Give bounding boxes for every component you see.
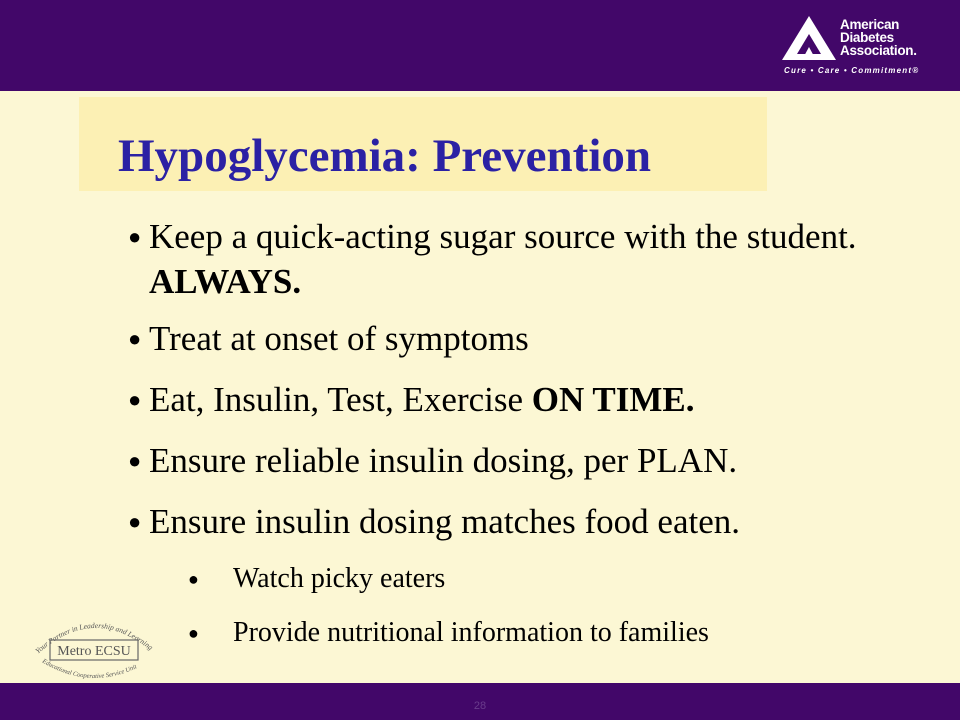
sub-bullet-dot-icon bbox=[188, 560, 199, 598]
sub-bullet-text: Watch picky eaters bbox=[233, 563, 446, 594]
bullet-text: Ensure insulin dosing matches food eaten. bbox=[149, 502, 740, 541]
bullet-text: Ensure reliable insulin dosing, per PLAN. bbox=[149, 441, 738, 480]
ada-triangle-icon bbox=[782, 16, 840, 62]
page-number: 28 bbox=[473, 700, 487, 712]
bullet-item bbox=[128, 214, 928, 304]
bullet-item bbox=[128, 499, 928, 544]
sub-bullet-text: Provide nutritional information to families bbox=[233, 617, 709, 648]
bullet-dot-icon bbox=[128, 438, 141, 483]
bullet-dot-icon bbox=[128, 316, 141, 361]
bullet-emphasis: ON TIME. bbox=[531, 380, 695, 419]
org-line-1: American bbox=[840, 17, 900, 32]
ecsu-bottom-text: Educational Cooperative Service Unit bbox=[41, 657, 138, 681]
svg-text:Educational Cooperative Servic bbox=[40, 657, 138, 680]
header-bar bbox=[0, 0, 960, 91]
slide-title: Hypoglycemia: Prevention bbox=[118, 130, 652, 182]
bullet-text: Keep a quick-acting sugar source with the student. bbox=[149, 217, 857, 256]
ecsu-ring-text: Your Partner in Leadership and Learning bbox=[33, 620, 155, 656]
ecsu-name: Metro ECSU bbox=[57, 644, 131, 659]
bullet-item bbox=[128, 316, 928, 361]
bullet-dot-icon bbox=[128, 377, 141, 422]
ada-org-name bbox=[840, 18, 917, 57]
org-line-3: Association. bbox=[840, 43, 917, 58]
sub-bullet-dot-icon bbox=[188, 614, 199, 652]
metro-ecsu-logo bbox=[28, 610, 158, 684]
bullet-dot-icon bbox=[128, 499, 141, 544]
bullet-emphasis: ALWAYS. bbox=[149, 262, 302, 301]
ada-logo bbox=[782, 16, 942, 82]
ada-tagline: Cure • Care • Commitment® bbox=[784, 66, 920, 75]
sub-bullet-item bbox=[188, 560, 928, 598]
bullet-dot-icon bbox=[128, 214, 141, 259]
bullet-item bbox=[128, 438, 928, 483]
sub-bullet-item bbox=[188, 614, 928, 652]
bullet-list bbox=[128, 214, 928, 668]
org-line-2: Diabetes bbox=[840, 30, 894, 45]
bullet-item bbox=[128, 377, 928, 422]
bullet-text: Treat at onset of symptoms bbox=[149, 319, 529, 358]
bullet-text: Eat, Insulin, Test, Exercise bbox=[149, 380, 532, 419]
